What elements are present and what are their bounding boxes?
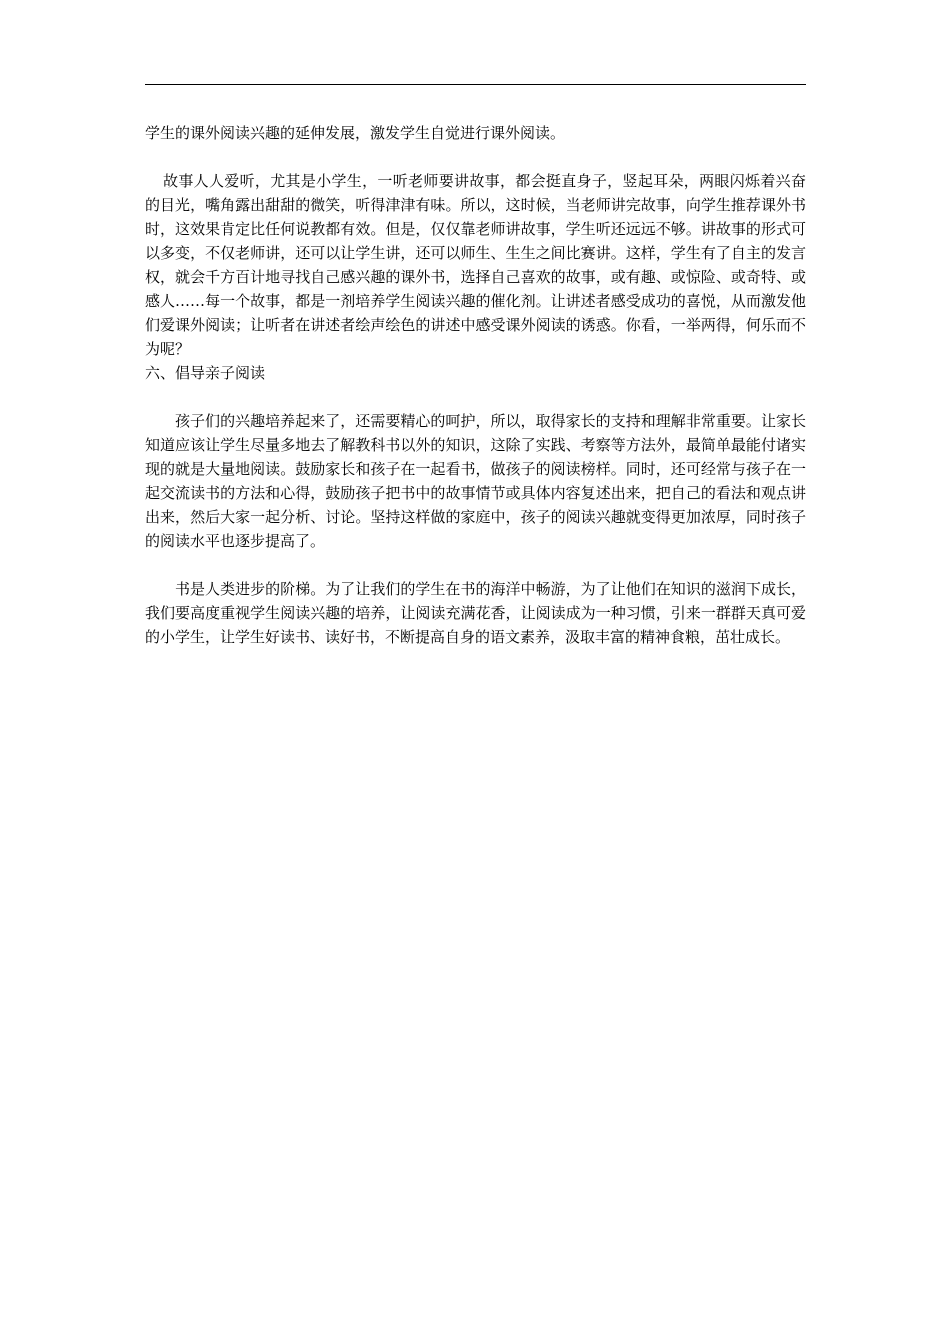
section-heading-parent-child-reading: 六、倡导亲子阅读: [145, 364, 266, 382]
header-rule: [145, 84, 806, 85]
paragraph-conclusion: 书是人类进步的阶梯。为了让我们的学生在书的海洋中畅游，为了让他们在知识的滋润下成长，我们要高度重视学生阅读兴趣的培养，让阅读充满花香，让阅读成为一种习惯，引来一群群天真可爱的小学生，让学生好读书、读好书，不断提高自身的语文素养，汲取丰富的精神食粮，茁壮成长。: [145, 580, 806, 646]
paragraph-parent-support: 孩子们的兴趣培养起来了，还需要精心的呵护，所以，取得家长的支持和理解非常重要。让家长知道应该让学生尽量多地去了解教科书以外的知识，这除了实践、考察等方法外，最简单最能付诸实现的就是大量地阅读。鼓励家长和孩子在一起看书，做孩子的阅读榜样。同时，还可经常与孩子在一起交流读书的方法和心得，鼓励孩子把书中的故事情节或具体内容复述出来，把自己的看法和观点讲出来，然后大家一起分析、讨论。坚持这样做的家庭中，孩子的阅读兴趣就变得更加浓厚，同时孩子的阅读水平也逐步提高了。: [145, 412, 806, 550]
paragraph-continuation: 学生的课外阅读兴趣的延伸发展，激发学生自觉进行课外阅读。: [145, 124, 566, 142]
paragraph-storytelling: 故事人人爱听，尤其是小学生，一听老师要讲故事，都会挺直身子，竖起耳朵，两眼闪烁着兴奋的目光，嘴角露出甜甜的微笑，听得津津有味。所以，这时候，当老师讲完故事，向学生推荐课外书时，这效果肯定比任何说教都有效。但是，仅仅靠老师讲故事，学生听还远远不够。讲故事的形式可以多变，不仅老师讲，还可以让学生讲，还可以师生、生生之间比赛讲。这样，学生有了自主的发言权，就会千方百计地寻找自己感兴趣的课外书，选择自己喜欢的故事，或有趣、或惊险、或奇特、或感人……每一个故事，都是一剂培养学生阅读兴趣的催化剂。让讲述者感受成功的喜悦，从而激发他们爱课外阅读；让听者在讲述者绘声绘色的讲述中感受课外阅读的诱惑。你看，一举两得，何乐而不为呢？: [145, 172, 806, 358]
document-body: [145, 121, 806, 649]
